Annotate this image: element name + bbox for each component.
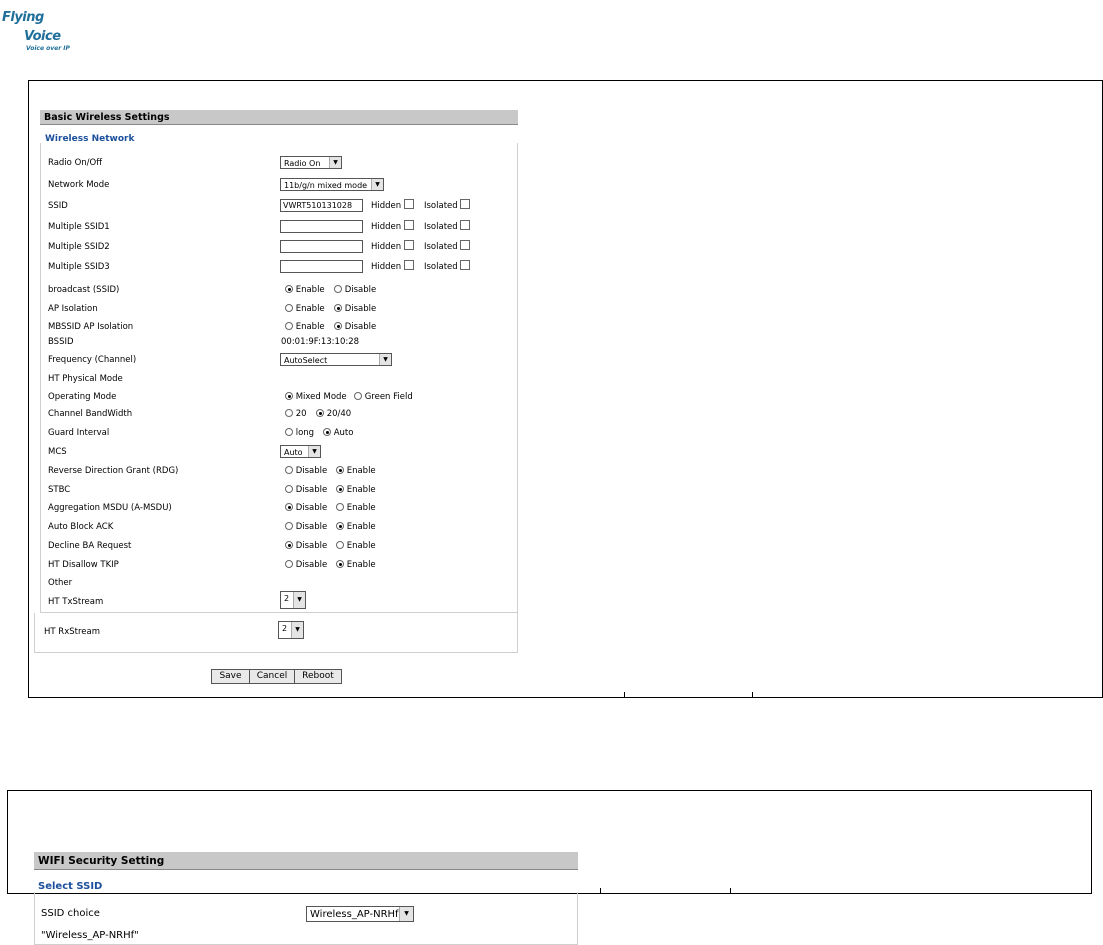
guard-auto-label: Auto (333, 428, 354, 438)
panel-title: Basic Wireless Settings (44, 112, 170, 123)
radio-empty-icon[interactable] (336, 503, 344, 511)
radio-selected-icon[interactable] (334, 304, 342, 312)
panel-title: WIFI Security Setting (38, 855, 165, 867)
radio-selected-icon[interactable] (336, 485, 344, 493)
ht-txstream-value: 2 (284, 594, 290, 603)
mssid3-isolated (424, 260, 470, 274)
mssid2-hidden (371, 240, 414, 254)
operating-mode-label: Operating Mode (48, 392, 117, 402)
radio-select[interactable] (280, 156, 342, 169)
frame-tick (600, 888, 601, 894)
isolated-label: Isolated (424, 262, 458, 272)
ap-isolation-enable[interactable] (285, 302, 325, 316)
ssid-hidden (371, 199, 414, 213)
broadcast-label: broadcast (SSID) (48, 285, 120, 295)
ssid-choice-select[interactable] (306, 906, 414, 922)
auto-block-ack-enable[interactable] (336, 520, 376, 534)
enable-label: Enable (295, 285, 325, 295)
disable-label: Disable (295, 503, 328, 513)
ssid-isolated (424, 199, 470, 213)
green-field-label: Green Field (364, 392, 413, 402)
other-heading: Other (48, 578, 73, 588)
frequency-select[interactable] (280, 353, 392, 366)
mbssid-isolation-label: MBSSID AP Isolation (48, 322, 134, 332)
disable-label: Disable (295, 466, 328, 476)
bssid-value: 00:01:9F:13:10:28 (281, 337, 360, 347)
logo-line-3: Voice over IP (26, 45, 70, 52)
decline-ba-enable[interactable] (336, 539, 376, 553)
mixed-mode-label: Mixed Mode (295, 392, 347, 402)
disable-label: Disable (295, 485, 328, 495)
radio-selected-icon[interactable] (336, 560, 344, 568)
enable-label: Enable (295, 322, 325, 332)
chevron-down-icon: ▼ (308, 446, 320, 457)
radio-selected-icon[interactable] (316, 409, 324, 417)
mssid1-isolated-checkbox[interactable] (460, 220, 470, 230)
hidden-label: Hidden (371, 242, 402, 252)
radio-empty-icon[interactable] (334, 285, 342, 293)
disable-label: Disable (344, 322, 377, 332)
mssid3-isolated-checkbox[interactable] (460, 260, 470, 270)
mssid3-hidden (371, 260, 414, 274)
radio-value: Radio On (284, 159, 321, 168)
chevron-down-icon: ▼ (293, 592, 305, 608)
ht-disallow-tkip-enable[interactable] (336, 558, 376, 572)
radio-selected-icon[interactable] (285, 285, 293, 293)
ssid-choice-label: SSID choice (41, 908, 100, 919)
bandwidth-20-40[interactable] (316, 407, 351, 421)
radio-empty-icon[interactable] (336, 541, 344, 549)
ssid-hidden-checkbox[interactable] (404, 199, 414, 209)
bandwidth-label: Channel BandWidth (48, 409, 133, 419)
network-mode-select[interactable] (280, 178, 384, 191)
frequency-value: AutoSelect (284, 356, 328, 365)
ht-rxstream-label: HT RxStream (44, 627, 100, 637)
guard-auto[interactable] (323, 426, 353, 440)
radio-selected-icon[interactable] (336, 522, 344, 530)
disable-label: Disable (344, 304, 377, 314)
disable-label: Disable (295, 522, 328, 532)
amsdu-disable[interactable] (285, 501, 327, 515)
isolated-label: Isolated (424, 242, 458, 252)
ap-isolation-disable[interactable] (334, 302, 376, 316)
wifi-security-header (34, 852, 578, 870)
broadcast-disable[interactable] (334, 283, 376, 297)
stbc-label: STBC (48, 485, 71, 495)
basic-panel-body-tail (34, 613, 518, 653)
hidden-label: Hidden (371, 222, 402, 232)
enable-label: Enable (346, 466, 376, 476)
operating-mode-mixed[interactable] (285, 390, 347, 404)
disable-label: Disable (295, 541, 328, 551)
enable-label: Enable (346, 485, 376, 495)
ap-isolation-label: AP Isolation (48, 304, 98, 314)
mssid1-hidden-checkbox[interactable] (404, 220, 414, 230)
mbssid-isolation-disable[interactable] (334, 320, 376, 334)
mcs-select[interactable] (280, 445, 321, 458)
enable-label: Enable (346, 522, 376, 532)
guard-long-label: long (295, 428, 315, 438)
frame-tick (624, 692, 625, 698)
quoted-ssid-text: "Wireless_AP-NRHf" (41, 930, 139, 941)
radio-empty-icon[interactable] (285, 409, 293, 417)
network-mode-value: 11b/g/n mixed mode (284, 181, 368, 190)
hidden-label: Hidden (371, 262, 402, 272)
bandwidth-20[interactable] (285, 407, 307, 421)
amsdu-label: Aggregation MSDU (A-MSDU) (48, 503, 172, 513)
mssid2-isolated-checkbox[interactable] (460, 240, 470, 250)
enable-label: Enable (346, 541, 376, 551)
bandwidth-20-label: 20 (295, 409, 307, 419)
ht-disallow-tkip-disable[interactable] (285, 558, 327, 572)
ht-physical-mode-heading: HT Physical Mode (48, 374, 123, 384)
broadcast-enable[interactable] (285, 283, 325, 297)
reboot-button[interactable]: Reboot (294, 669, 342, 684)
bssid-label: BSSID (48, 337, 74, 347)
chevron-down-icon: ▼ (329, 157, 341, 168)
wireless-network-section: Wireless Network (45, 134, 135, 144)
mssid2-input[interactable] (280, 240, 363, 253)
decline-ba-disable[interactable] (285, 539, 327, 553)
hidden-label: Hidden (371, 201, 402, 211)
radio-empty-icon[interactable] (285, 304, 293, 312)
network-mode-label: Network Mode (48, 180, 110, 190)
ht-disallow-tkip-label: HT Disallow TKIP (48, 560, 119, 570)
radio-selected-icon[interactable] (334, 322, 342, 330)
mssid3-input[interactable] (280, 260, 363, 273)
chevron-down-icon: ▼ (379, 354, 391, 365)
chevron-down-icon: ▼ (399, 907, 413, 921)
mssid1-label: Multiple SSID1 (48, 222, 110, 232)
enable-label: Enable (346, 560, 376, 570)
frame-tick (752, 692, 753, 698)
frame-tick (730, 888, 731, 894)
ssid-input[interactable] (280, 199, 363, 212)
decline-ba-label: Decline BA Request (48, 541, 132, 551)
operating-mode-green[interactable] (354, 390, 413, 404)
radio-selected-icon[interactable] (285, 541, 293, 549)
radio-empty-icon[interactable] (285, 485, 293, 493)
logo-line-1: Flying (2, 10, 44, 25)
radio-label: Radio On/Off (48, 158, 103, 168)
radio-empty-icon[interactable] (285, 560, 293, 568)
mbssid-isolation-enable[interactable] (285, 320, 325, 334)
radio-empty-icon[interactable] (285, 466, 293, 474)
bandwidth-20-40-label: 20/40 (326, 409, 352, 419)
guard-long[interactable] (285, 426, 314, 440)
rdg-disable[interactable] (285, 464, 327, 478)
radio-empty-icon[interactable] (285, 322, 293, 330)
radio-empty-icon[interactable] (285, 522, 293, 530)
ssid-value: VWRT510131028 (283, 201, 353, 210)
cancel-button[interactable]: Cancel (249, 669, 295, 684)
ht-txstream-select[interactable] (280, 591, 306, 609)
radio-selected-icon[interactable] (336, 466, 344, 474)
enable-label: Enable (295, 304, 325, 314)
mssid3-label: Multiple SSID3 (48, 262, 110, 272)
rdg-enable[interactable] (336, 464, 376, 478)
ssid-choice-value: Wireless_AP-NRHf (310, 909, 399, 920)
guard-interval-label: Guard Interval (48, 428, 110, 438)
save-button[interactable]: Save (211, 669, 250, 684)
mssid1-input[interactable] (280, 220, 363, 233)
enable-label: Enable (346, 503, 376, 513)
mcs-label: MCS (48, 447, 67, 457)
logo-line-2: Voice (24, 29, 61, 44)
mssid1-hidden (371, 220, 414, 234)
ht-txstream-label: HT TxStream (48, 597, 104, 607)
radio-empty-icon[interactable] (285, 428, 293, 436)
frequency-label: Frequency (Channel) (48, 355, 137, 365)
chevron-down-icon: ▼ (371, 179, 383, 190)
flyingvoice-logo (0, 0, 70, 58)
disable-label: Disable (344, 285, 377, 295)
rdg-label: Reverse Direction Grant (RDG) (48, 466, 179, 476)
amsdu-enable[interactable] (336, 501, 376, 515)
radio-empty-icon[interactable] (354, 392, 362, 400)
radio-selected-icon[interactable] (285, 392, 293, 400)
mssid3-hidden-checkbox[interactable] (404, 260, 414, 270)
ssid-isolated-checkbox[interactable] (460, 199, 470, 209)
auto-block-ack-disable[interactable] (285, 520, 327, 534)
mssid1-isolated (424, 220, 470, 234)
stbc-disable[interactable] (285, 483, 327, 497)
isolated-label: Isolated (424, 222, 458, 232)
mssid2-hidden-checkbox[interactable] (404, 240, 414, 250)
auto-block-ack-label: Auto Block ACK (48, 522, 114, 532)
ht-rxstream-value: 2 (282, 624, 288, 633)
chevron-down-icon: ▼ (291, 622, 303, 638)
ht-rxstream-select[interactable] (278, 621, 304, 639)
mcs-value: Auto (284, 448, 303, 457)
mssid2-isolated (424, 240, 470, 254)
radio-selected-icon[interactable] (323, 428, 331, 436)
disable-label: Disable (295, 560, 328, 570)
mssid2-label: Multiple SSID2 (48, 242, 110, 252)
basic-wireless-header (40, 110, 518, 125)
ssid-label: SSID (48, 201, 68, 211)
radio-selected-icon[interactable] (285, 503, 293, 511)
isolated-label: Isolated (424, 201, 458, 211)
select-ssid-section: Select SSID (38, 881, 103, 892)
stbc-enable[interactable] (336, 483, 376, 497)
screenshot-frame-security (7, 790, 1092, 894)
